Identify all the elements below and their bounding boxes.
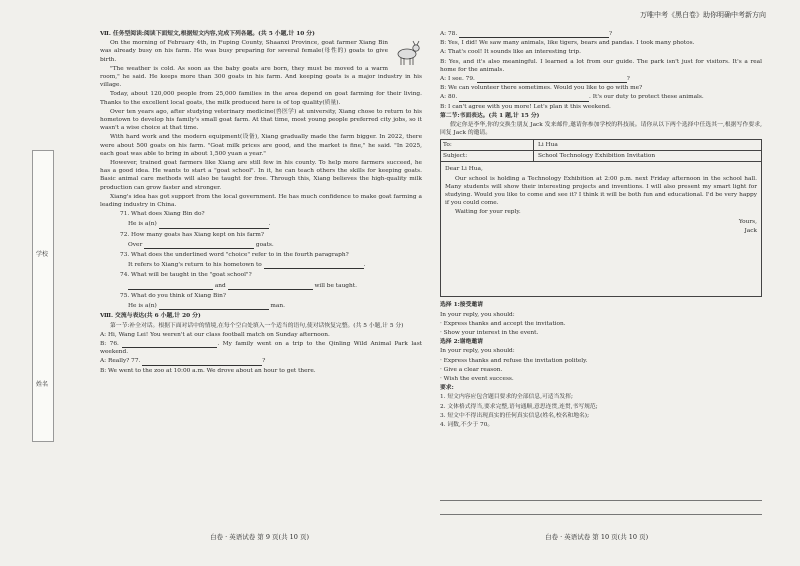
answer-blank-74b[interactable] — [228, 283, 313, 290]
email-box — [440, 139, 762, 297]
question-75: 75. What do you think of Xiang Bin? — [120, 292, 226, 299]
email-text: Our school is holding a Technology Exhibition at 2:00 p.m. next Friday afternoon in the school hall. Many students will show their interesting projects and inventions. I will also present my smart light for studying. Would you like to come and see it? I think it will be both fun and educational. I'd be very happy if you could come. — [445, 175, 757, 207]
right-page: A: 78. ? B: Yes, I did! We saw many animals, like tigers, bears and pandas. I took many photos. A: That's cool! It sounds like an interesting trip. B: Yes, and it's also meaningful. I learned a lot from our guide. The park isn't just for visitors. It's a real home for the animals. A: I see. 79. ? B: We can volunteer there sometimes. Would you like to go with me? A: 80. . It's our duty to protect these animals. B: I can't agree with you more! Let's plan it this weekend. 第二节:书面表达。(共 1 题,计 15 分) 假定你是李华,你的交换生朋友 Jack 发来邮件,邀请你参加学校的科技展。请你从以下两个选择中任选其一,根据写作要求,回复 Jack 的邀请。 To: Li Hua Subject: School Technology Exhibition Invitation Dear Li Hua, Our school is holding a Technology Exhibition at 2:00 p.m. next Friday afternoon in the school hall. Many students will show their interesting projects and inventions. I will also present my smart light for studying. Would you like to come and see it? I think it will be both fun and educational. I'd be very happy if you could come. Waiting for your reply. Yours, Jack 选择 1:接受邀请 In your reply, you should: · Express thanks and accept the invitation. · Show your interest in the event. 选择 2:谢绝邀请 In your reply, you should: · Express thanks and refuse the invitation politely. · Give a clear reason. · Wish the event success. 要求: 1. 短文内容应包含题目要求的全部信息,可适当发挥; 2. 文体格式得当,要求完整,语句通顺,意思连贯,连贯,书写规范; 3. 短文中不得出现真实的任何真实信息(姓名,校名和地名); 4. 词数,不少于 70。 — [440, 31, 762, 429]
choice-1-title: 选择 1:接受邀请 — [440, 302, 483, 309]
answer-blank-78[interactable] — [459, 31, 609, 38]
answer-blank-75[interactable] — [159, 303, 269, 310]
dialogue-line: B: Yes, I did! We saw many animals, like tigers, bears and pandas. I took many photos. — [440, 40, 695, 47]
binding-margin — [32, 150, 54, 442]
passage-paragraph: Today, about 120,000 people from 25,000 families in the area depend on goat farming for their living. Thanks to the excellent local goats, the milk produced here is of top quality(质量). — [100, 91, 422, 106]
choice-2-title: 选择 2:谢绝邀请 — [440, 339, 483, 346]
name-tag: 姓名 — [35, 381, 48, 388]
email-signature: Jack — [744, 227, 757, 234]
passage-paragraph: With hard work and the modern equipment(设备), Xiang gradually made the farm bigger. In 2022, there were about 500 goats on his farm. "Goat milk prices are good, and the market is fine," he said. "In 2025, each goat was able to bring in about 1,500 yuan a year." — [100, 134, 422, 157]
question-73: 73. What does the underlined word "choice" refer to in the fourth paragraph? — [120, 252, 349, 259]
section-8-title: Ⅷ. 交流与表达(共 6 小题,计 20 分) — [100, 313, 201, 320]
answer-blank-74a[interactable] — [128, 283, 213, 290]
writing-intro: 假定你是李华,你的交换生朋友 Jack 发来邮件,邀请你参加学校的科技展。请你从以下两个选择中任选其一,根据写作要求,回复 Jack 的邀请。 — [440, 122, 762, 137]
question-74: 74. What will be taught in the "goat school"? — [120, 272, 252, 279]
email-waiting: Waiting for your reply. — [455, 209, 521, 216]
section-8-part1: 第一节:补全对话。根据下面对话中的情境,在每个空白处填入一个适当的语句,使对话恢复完整。(共 5 小题,计 5 分) — [110, 322, 404, 329]
answer-blank-77[interactable] — [142, 359, 262, 366]
subject-label: Subject: — [441, 151, 534, 161]
school-tag: 学校 — [35, 251, 48, 258]
dialogue-line: A: Hi, Wang Lei! You weren't at our class football match on Sunday afternoon. — [100, 331, 330, 338]
footer-right: 白卷 · 英语试卷 第 10 页(共 10 页) — [545, 533, 649, 541]
passage-paragraph: Over ten years ago, after studying veterinary medicine(兽医学) at university, Xiang chose to return to his hometown to develop his family's small goat farm. At that time, most young people preferred city jobs, so it wasn't a wise choice at that time. — [100, 108, 422, 132]
passage-paragraph: On the morning of February 4th, in Fuping County, Shaanxi Province, goat farmer Xiang Bin was already busy on his farm. He was busy preparing for several female(母性的) goats to give birth. — [100, 40, 388, 63]
footer-left: 白卷 · 英语试卷 第 9 页(共 10 页) — [210, 533, 310, 541]
email-body — [441, 162, 761, 296]
to-value: Li Hua — [538, 142, 558, 149]
email-closing: Yours, — [738, 218, 757, 225]
dialogue-line: B: I can't agree with you more! Let's plan it this weekend. — [440, 103, 611, 110]
to-label: To: — [441, 140, 534, 150]
answer-blank-72[interactable] — [144, 242, 254, 249]
dialogue-line: B: We went to the zoo at 10:00 a.m. We drove about an hour to get there. — [100, 367, 316, 374]
passage-paragraph: Xiang's idea has got support from the local government. He has much confidence to make goat farming a leading industry in China. — [100, 193, 422, 209]
answer-blank-79[interactable] — [477, 76, 627, 83]
question-72: 72. How many goats has Xiang kept on his farm? — [120, 231, 265, 238]
part2-title: 第二节:书面表达。(共 1 题,计 15 分) — [440, 112, 540, 119]
left-page: Ⅶ. 任务型阅读:阅读下面短文,根据短文内容,完成下列各题。(共 5 小题,计 10 分) On the morning of February 4th, in Fuping County, Shaanxi Province, goat farmer Xiang Bin was already busy on his farm. He was busy preparing for several female(母性的) goats to give birth. "The weather is cold. As soon as the baby goats are born, they must be moved to a warm room," he said. He keeps more than 300 goats in his farm. And keeping goats is a major industry in his village. Today, about 120,000 people from 25,000 families in the area depend on goat farming for their living. Thanks to the excellent local goats, the milk produced here is of top quality(质量). Over ten years ago, after studying veterinary medicine(兽医学) at university, Xiang chose to return to his hometown to develop his family's small goat farm. At that time, most young people preferred city jobs, so it wasn't a wise choice at that time. With hard work and the modern equipment(设备), Xiang gradually made the farm bigger. In 2022, there were about 500 goats on his farm. "Goat milk prices are good, and the market is fine," he said. "In 2025, each goat was able to bring in about 1,500 yuan a year." However, trained goat farmers like Xiang are still few in his county. To help more farmers succeed, he has a good idea. He wants to start a "goat school". In it, he can teach others the skills for keeping goats. Basic animal care methods will also be taught for free. Through this, Xiang believes the high-quality milk production can grow faster and stronger. Xiang's idea has got support from the local government. He has much confidence to make goat farming a leading industry in China. 71. What does Xiang Bin do? He is a(n) . 72. How many goats has Xiang kept on his farm? Over goats. 73. What does the underlined word "choice" refer to in the fourth paragraph? It refers to Xiang's return to his hometown to . 74. What will be taught in the "goat school"? and will be taught. 75. What do you think of Xiang Bin? He is a(n) man. Ⅷ. 交流与表达(共 6 小题,计 20 分) 第一节:补全对话。根据下面对话中的情境,在每个空白处填入一个适当的语句,使对话恢复完整。(共 5 小题,计 5 分) A: Hi, Wang Lei! You weren't at our class football match on Sunday afternoon. B: 76. . My family went on a trip to the Qinling Wild Animal Park last weekend. A: Really? 77. ? B: We went to the zoo at 10:00 a.m. We drove about an hour to get there. — [100, 31, 423, 374]
dialogue-line: B: We can volunteer there sometimes. Would you like to go with me? — [440, 85, 643, 92]
dialogue-line: B: Yes, and it's also meaningful. I learned a lot from our guide. The park isn't just for visitors. It's a real home for the animals. — [440, 58, 762, 73]
answer-blank-71[interactable] — [159, 222, 269, 229]
section-7-title: Ⅶ. 任务型阅读:阅读下面短文,根据短文内容,完成下列各题。(共 5 小题,计 10 分) — [100, 31, 315, 37]
dialogue-line: A: That's cool! It sounds like an interesting trip. — [440, 49, 581, 56]
answer-blank-73[interactable] — [264, 262, 364, 269]
passage-paragraph: However, trained goat farmers like Xiang are still few in his county. To help more farmers succeed, he has a good idea. He wants to start a "goat school". In it, he can teach others the skills for keeping goats. Basic animal care methods will also be taught for free. Through this, Xiang believes the high-quality milk production can grow faster and stronger. — [100, 160, 422, 191]
requirements-title: 要求: — [440, 385, 454, 392]
header-slogan: 万唯中考《黑白卷》助你明确中考新方向 — [640, 11, 766, 19]
passage-paragraph: "The weather is cold. As soon as the baby goats are born, they must be moved to a warm room," he said. He keeps more than 300 goats in his farm. And keeping goats is a major industry in his village. — [100, 65, 422, 89]
email-greeting: Dear Li Hua, — [445, 166, 483, 173]
answer-blank-76[interactable] — [122, 341, 217, 348]
goat-icon — [392, 39, 422, 67]
question-71: 71. What does Xiang Bin do? — [120, 211, 205, 218]
writing-line[interactable] — [440, 514, 762, 515]
subject-value: School Technology Exhibition Invitation — [538, 153, 656, 160]
writing-line[interactable] — [440, 500, 762, 501]
answer-blank-80[interactable] — [459, 95, 589, 102]
